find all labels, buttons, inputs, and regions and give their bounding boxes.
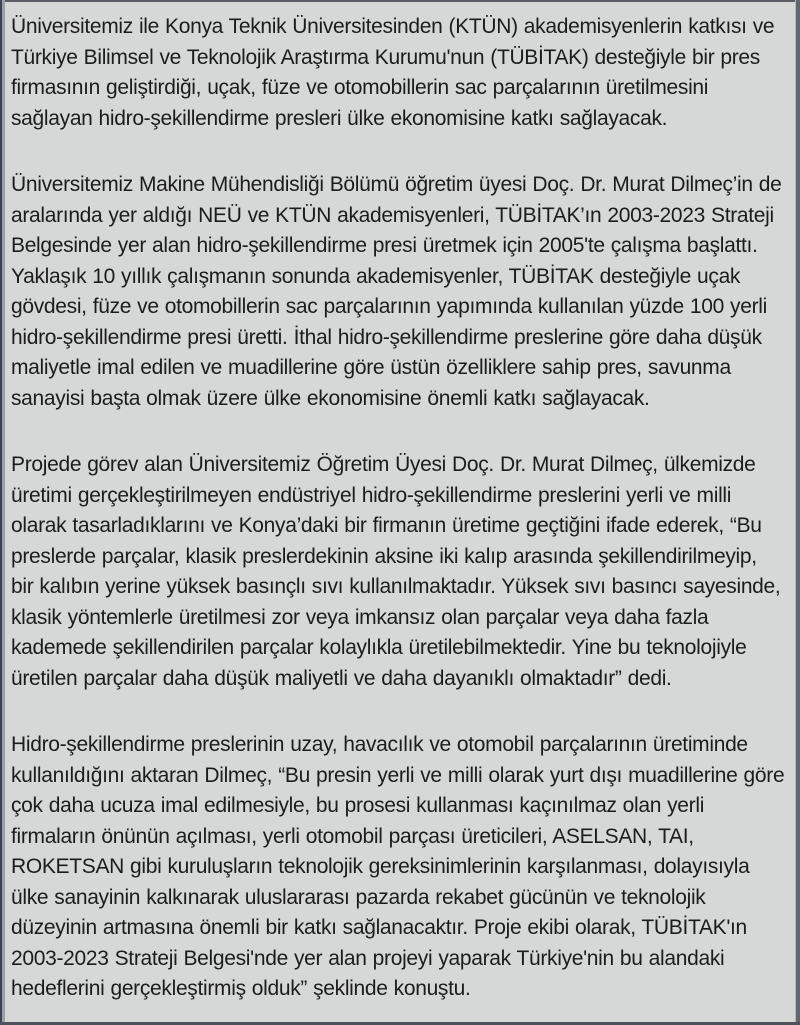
paragraph-project-history: Üniversitemiz Makine Mühendisliği Bölümü öğretim üyesi Doç. Dr. Murat Dilmeç’in de aralarında yer aldığı NEÜ ve KTÜN akademisyenleri, TÜBİTAK’ın 2003-2023 Strateji Belgesinde yer alan hidro-şekillendirme presi üretmek için 2005'te çalışma başlattı. Yaklaşık 10 yıllık çalışmanın sonunda akademisyenler, TÜBİTAK desteğiyle uçak gövdesi, füze ve otomobillerin sac parçalarının yapımında kullanılan yüzde 100 yerli hidro-şekillendirme presi üretti. İthal hidro-şekillendirme preslerine göre daha düşük maliyetle imal edilen ve muadillerine göre üstün özelliklere sahip pres, savunma sanayisi başta olmak üzere ülke ekonomisine önemli katkı sağlayacak.	[11, 173, 782, 410]
paragraph-dilmec-quote-technology: Projede görev alan Üniversitemiz Öğretim Üyesi Doç. Dr. Murat Dilmeç, ülkemizde üretimi gerçekleştirilmeyen endüstriyel hidro-şekillendirme preslerini yerli ve milli olarak tasarladıklarını ve Konya’daki bir firmanın üretime geçtiğini ifade ederek, “Bu preslerde parçalar, klasik preslerdekinin aksine iki kalıp arasında şekillendirilmeyip, bir kalıbın yerine yüksek basınçlı sıvı kullanılmaktadır. Yüksek sıvı basıncı sayesinde, klasik yöntemlerle üretilmesi zor veya imkansız olan parçalar veya daha fazla kademede şekillendirilen parçalar kolaylıkla üretilebilmektedir. Yine bu teknolojiyle üretilen parçalar daha düşük maliyetli ve daha dayanıklı olmaktadır” dedi.	[11, 453, 781, 690]
article-body	[5, 0, 795, 1005]
paragraph-intro: Üniversitemiz ile Konya Teknik Üniversitesinden (KTÜN) akademisyenlerin katkısı ve Türkiye Bilimsel ve Teknolojik Araştırma Kurumu'nun (TÜBİTAK) desteğiyle bir pres firmasının geliştirdiği, uçak, füze ve otomobillerin sac parçalarının üretilmesini sağlayan hidro-şekillendirme presleri ülke ekonomisine katkı sağlayacak.	[11, 15, 775, 130]
paragraph-dilmec-quote-industry: Hidro-şekillendirme preslerinin uzay, havacılık ve otomobil parçalarının üretiminde kullanıldığını aktaran Dilmeç, “Bu presin yerli ve milli olarak yurt dışı muadillerine göre çok daha ucuza imal edilmesiyle, bu prosesi kullanması kaçınılmaz olan yerli firmaların önünün açılması, yerli otomobil parçası üreticileri, ASELSAN, TAI, ROKETSAN gibi kuruluşların teknolojik gereksinimlerinin karşılanması, dolayısıyla ülke sanayinin kalkınarak uluslararası pazarda rekabet gücünün ve teknolojik düzeyinin artmasına önemli bir katkı sağlanacaktır. Proje ekibi olarak, TÜBİTAK'ın 2003-2023 Strateji Belgesi'nde yer alan projeyi yaparak Türkiye'nin bu alandaki hedeflerini gerçekleştirmiş olduk” şeklinde konuştu.	[11, 733, 785, 1000]
window-border-right	[796, 0, 800, 1025]
window-border-top	[0, 0, 800, 2]
window-left-gutter	[2, 0, 5, 1025]
